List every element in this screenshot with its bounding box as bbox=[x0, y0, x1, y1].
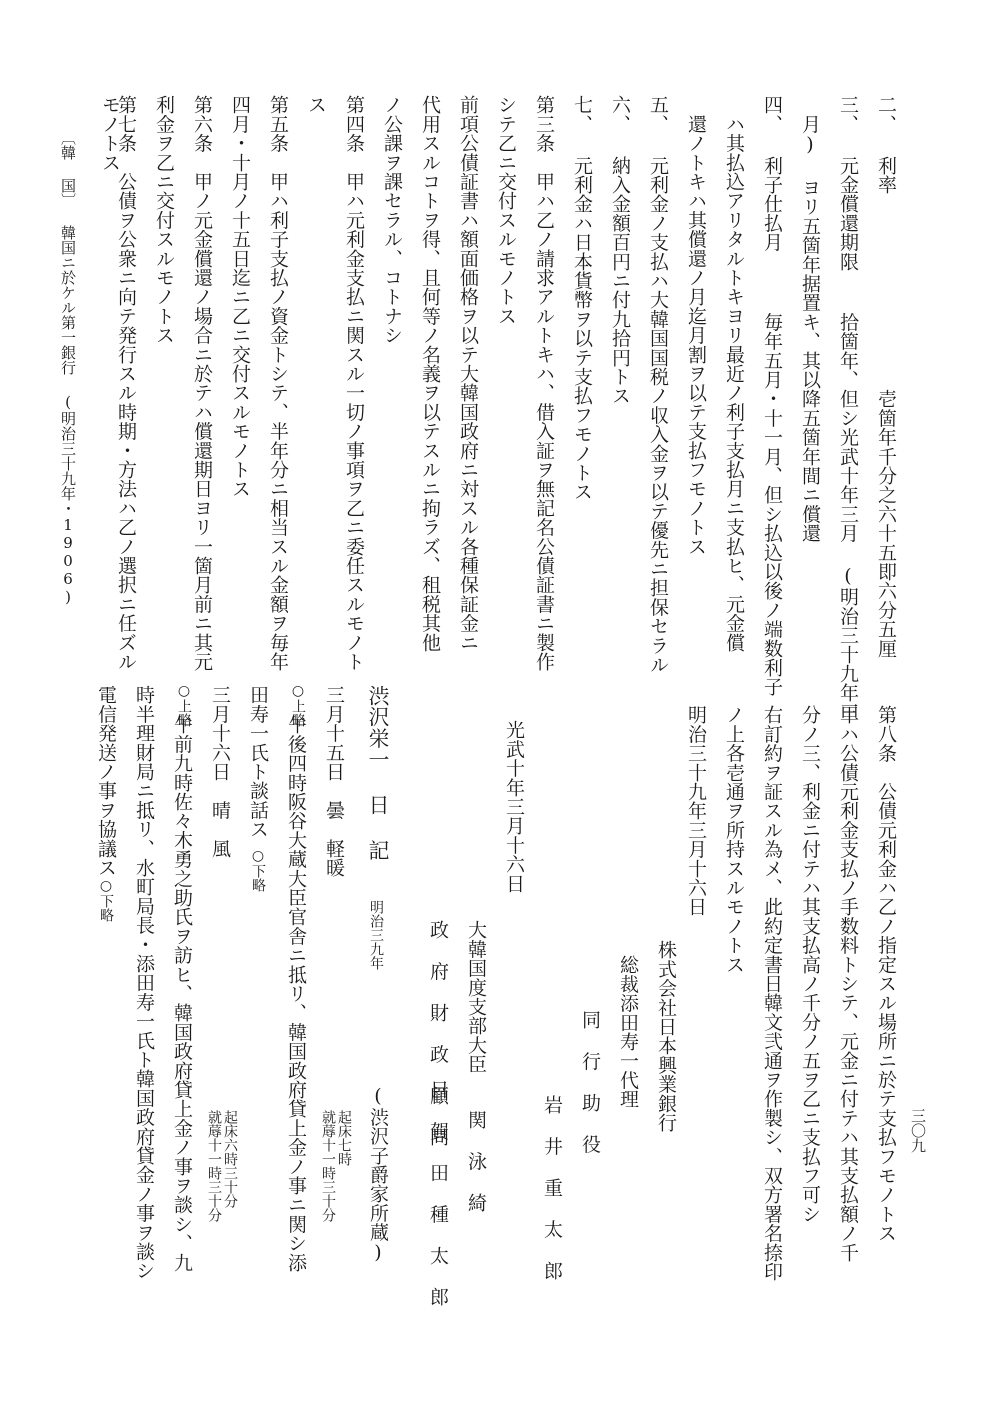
upper-line: 前項公債証書ハ額面価格ヲ以テ大韓国政府ニ対スル各種保証金ニ bbox=[457, 95, 479, 652]
contract-line: 甲ハ公債元利金支払ノ手数料トシテ、元金ニ付テハ其支払額ノ千 bbox=[837, 705, 859, 1262]
diary-entry-line: 時半理財局ニ抵リ、水町局長・添田寿一氏ト韓国政府貸金ノ事ヲ談シ bbox=[133, 685, 155, 1281]
contract-line: 分ノ三、利金ニ付テハ其支払高ノ千分ノ五ヲ乙ニ支払フ可シ bbox=[799, 705, 821, 1224]
running-header-label: 〔韓 国〕 bbox=[59, 130, 77, 208]
contract-line: ノ上各壱通ヲ所持スルモノトス bbox=[723, 705, 745, 974]
diary-entry-line: 午前九時佐々木勇之助氏ヲ訪ヒ、韓国政府貸上金ノ事ヲ談シ、九 bbox=[171, 715, 193, 1272]
diary-omitted-mark: ○上略 bbox=[290, 683, 306, 727]
minister-name: 関 泳 綺 bbox=[465, 1110, 487, 1212]
advisor-title: 政 府 財 政 顧 問 bbox=[427, 920, 449, 1147]
upper-line: 三、 元金償還期限 拾箇年、但シ光武十年三月 (明治三十九年三 bbox=[837, 95, 859, 722]
upper-line: 第七条 公債ヲ公衆ニ向テ発行スル時期・方法ハ乙ノ選択ニ任ズル bbox=[115, 95, 137, 671]
upper-line: 第六条 甲ノ元金償還ノ場合ニ於テハ償還期日ヨリ一箇月前ニ其元 bbox=[191, 95, 213, 671]
korean-date: 光武十年三月十六日 bbox=[503, 720, 525, 893]
upper-line: 五、 元利金ノ支払ハ大韓国国税ノ収入金ヲ以テ優先ニ担保セラル bbox=[647, 95, 669, 674]
upper-line: 六、 納入金額百円ニ付九拾円トス bbox=[609, 95, 631, 406]
upper-line: 四、 利子仕払月 毎年五月・十一月、但シ払込以後ノ端数利子 bbox=[761, 95, 783, 697]
upper-line: 七、 元利金ハ日本貨幣ヲ以テ支払フモノトス bbox=[571, 95, 593, 502]
deputy-title: 同 行 助 役 bbox=[579, 1010, 601, 1154]
diary-entry-note: 就蓐十一時三十分 bbox=[320, 1110, 336, 1222]
upper-line: 代用スルコトヲ得、且何等ノ名義ヲ以テスルニ拘ラズ、租税其他 bbox=[419, 95, 441, 652]
diary-omitted-mark: ○下略 bbox=[250, 848, 266, 892]
upper-line: 利金ヲ乙ニ交付スルモノトス bbox=[153, 95, 175, 345]
upper-line: シテ乙ニ交付スルモノトス bbox=[495, 95, 517, 326]
contract-line: 右訂約ヲ証スル為メ、此約定書日韓文弐通ヲ作製シ、双方署名捺印 bbox=[761, 705, 783, 1281]
bank-name: 株式会社日本興業銀行 bbox=[655, 940, 677, 1132]
diary-source: (渋沢子爵家所蔵) bbox=[367, 1085, 389, 1264]
contract-date: 明治三十九年三月十六日 bbox=[685, 705, 707, 917]
upper-line: ノ公課ヲ課セラル、コトナシ bbox=[381, 95, 403, 345]
upper-line: ス bbox=[305, 95, 327, 115]
diary-entry-date: 三月十五日 曇 軽暖 bbox=[323, 685, 345, 877]
page-number: 三〇九 bbox=[909, 1108, 927, 1153]
diary-entry-line: 田寿一氏ト談話ス bbox=[247, 685, 269, 839]
upper-line: 二、 利率 壱箇年千分之六十五即六分五厘 bbox=[875, 95, 897, 658]
bank-president: 総裁添田寿一代理 bbox=[617, 955, 639, 1109]
deputy-name: 岩 井 重 太 郎 bbox=[541, 1095, 563, 1280]
upper-line: 第三条 甲ハ乙ノ請求アルトキハ、借入証ヲ無記名公債証書ニ製作 bbox=[533, 95, 555, 671]
diary-omitted-mark: ○下略 bbox=[98, 878, 114, 922]
minister-title: 大韓国度支部大臣 bbox=[465, 920, 487, 1074]
diary-entry-note: 起床七時 bbox=[336, 1110, 352, 1166]
upper-line: 第五条 甲ハ利子支払ノ資金トシテ、半年分ニ相当スル金額ヲ毎年 bbox=[267, 95, 289, 671]
running-header-text: 韓国ニ於ケル第一銀行 (明治三十九年・1906) bbox=[59, 225, 77, 606]
advisor-name: 目 賀 田 種 太 郎 bbox=[427, 1080, 449, 1307]
diary-entry-line: 電信発送ノ事ヲ協議ス bbox=[95, 685, 117, 877]
diary-entry-note: 起床六時三十分 bbox=[222, 1110, 238, 1208]
diary-entry-note: 就蓐十一時三十分 bbox=[206, 1110, 222, 1222]
diary-title: 渋沢栄一 日 記 bbox=[366, 685, 390, 861]
upper-line: 月) ヨリ五箇年据置キ、其以降五箇年間ニ償還 bbox=[799, 95, 821, 543]
diary-year: 明治三九年 bbox=[368, 900, 384, 970]
diary-omitted-mark: ○上略 bbox=[176, 683, 192, 727]
diary-entry-line: 午後四時阪谷大蔵大臣官舎ニ抵リ、韓国政府貸上金ノ事ニ関シ添 bbox=[285, 715, 307, 1272]
diary-entry-date: 三月十六日 晴 風 bbox=[209, 685, 231, 858]
contract-line: 第八条 公債元利金ハ乙ノ指定スル場所ニ於テ支払フモノトス bbox=[875, 705, 897, 1243]
upper-line: 第四条 甲ハ元利金支払ニ関スル一切ノ事項ヲ乙ニ委任スルモノト bbox=[343, 95, 365, 671]
upper-line: 四月・十月ノ十五日迄ニ乙ニ交付スルモノトス bbox=[229, 95, 251, 499]
upper-line: モノトス bbox=[99, 95, 121, 172]
upper-line: ハ其払込アリタルトキヨリ最近ノ利子支払月ニ支払ヒ、元金償 bbox=[723, 95, 745, 652]
upper-line: 還ノトキハ其償還ノ月迄月割ヲ以テ支払フモノトス bbox=[685, 95, 707, 556]
